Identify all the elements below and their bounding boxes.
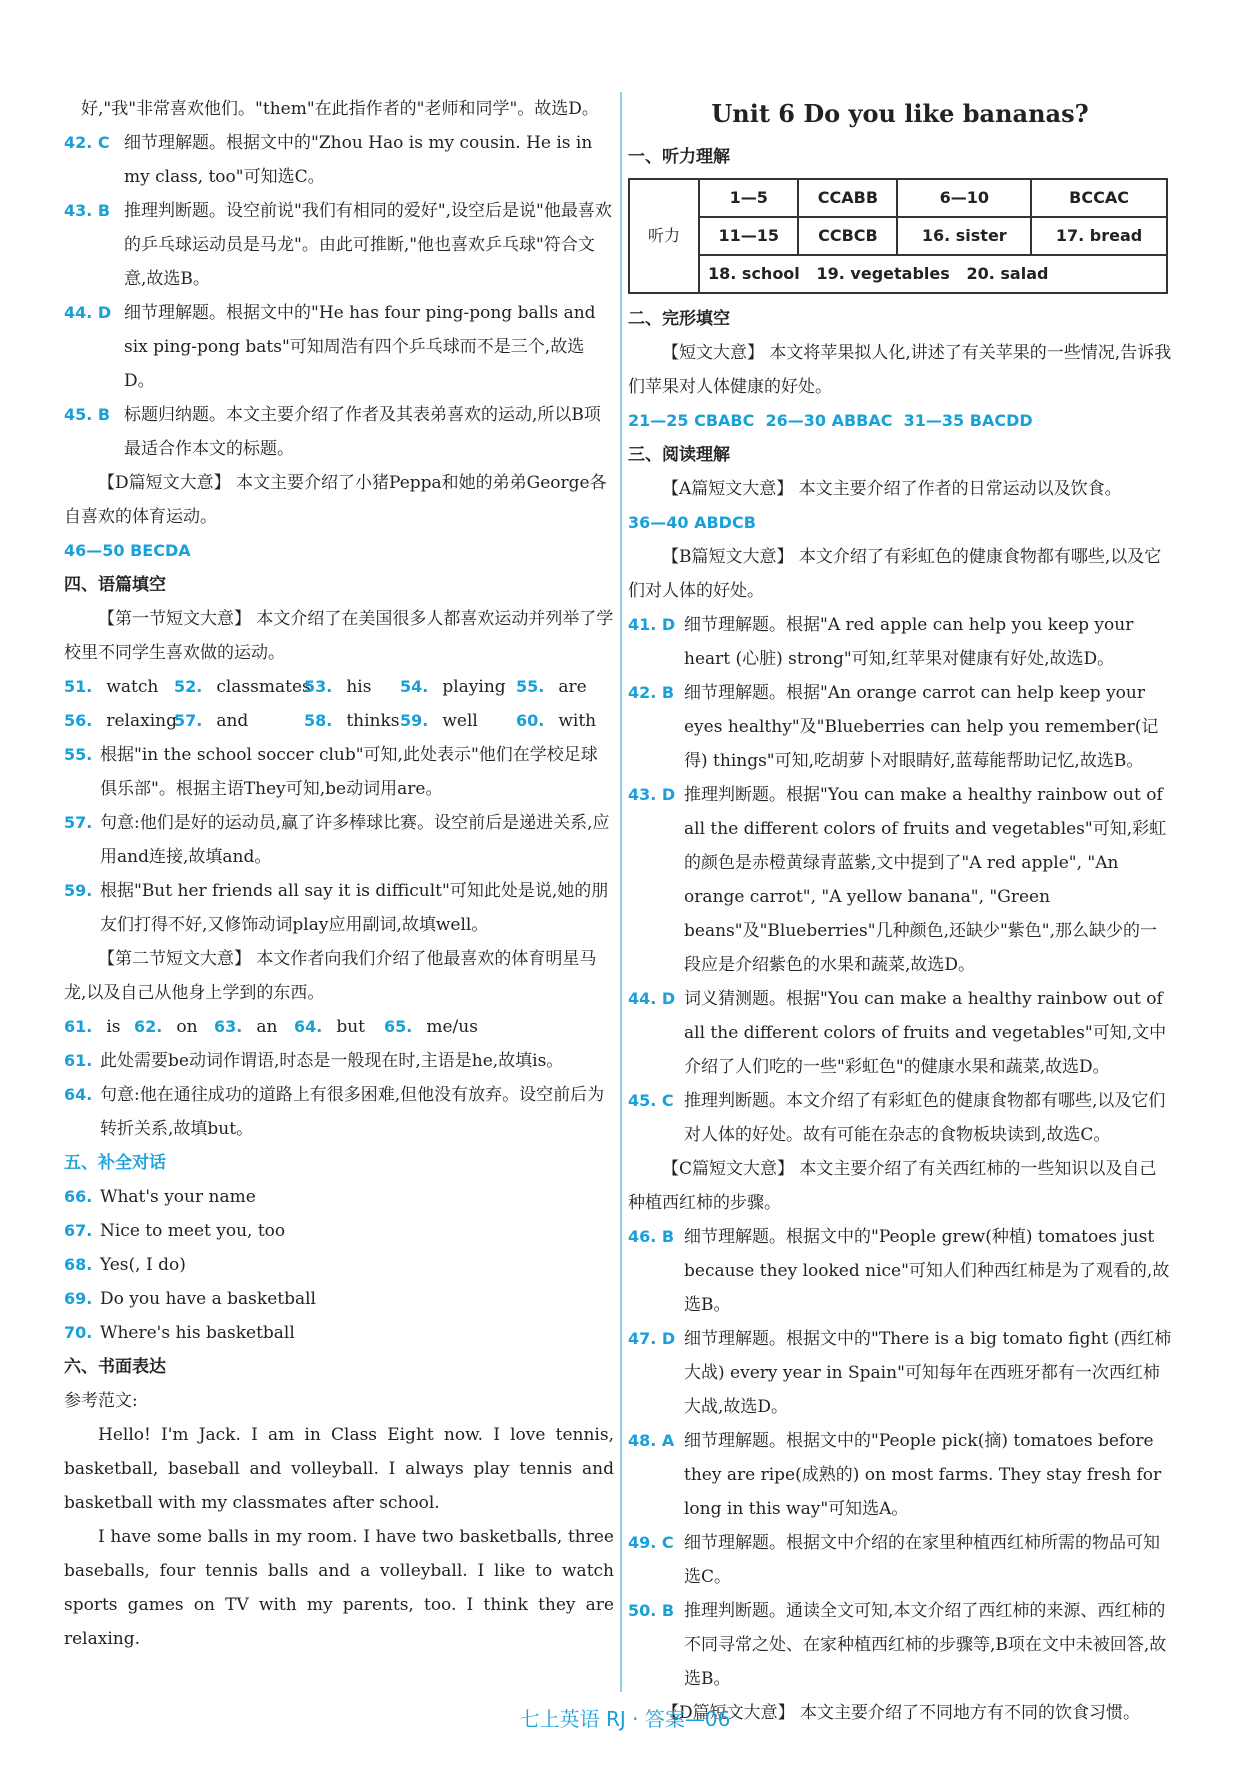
answer-explanation: 细节理解题。根据"A red apple can help you keep your heart (心脏) strong"可知,红苹果对健康有好处,故选D。 — [684, 615, 1134, 669]
section-5-heading: 五、补全对话 — [64, 1153, 166, 1173]
answer-42 — [64, 126, 614, 194]
answer-explanation: 此处需要be动词作谓语,时态是一般现在时,主语是he,故填is。 — [100, 1051, 564, 1071]
dialog-answer — [64, 1316, 614, 1350]
answer-47 — [628, 1322, 1172, 1424]
answer-explanation: 推理判断题。通读全文可知,本文介绍了西红柿的来源、西红柿的不同寻常之处、在家种植西红柿的步骤等,B项在文中未被回答,故选B。 — [684, 1601, 1167, 1689]
fill-word: thinks — [346, 711, 400, 731]
fill-item — [516, 670, 596, 704]
answer-explanation: 推理判断题。设空前说"我们有相同的爱好",设空后是说"他最喜欢的乒乓球运动员是马龙"。由此可推断,"他也喜欢乒乓球"符合文意,故选B。 — [124, 201, 612, 289]
cloze-answers: 21—25 CBABC 26—30 ABBAC 31—35 BACDD — [628, 411, 1033, 430]
fill-word: watch — [106, 677, 159, 697]
fill-number: 61. — [64, 1017, 93, 1036]
fill-number: 54. — [400, 677, 429, 696]
answer-49 — [628, 1526, 1172, 1594]
fill-item — [400, 704, 516, 738]
answer-number: 64. — [64, 1085, 93, 1104]
fill-number: 56. — [64, 711, 93, 730]
answer-explanation: 细节理解题。根据文中的"People grew(种植) tomatoes just because they looked nice"可知人们种西红柿是为了观看的,故选B。 — [684, 1227, 1170, 1315]
fill-word: is — [106, 1017, 121, 1037]
answer-number: 44. D — [628, 989, 676, 1008]
left-column — [64, 92, 614, 1656]
fill-word: on — [176, 1017, 198, 1037]
table-row-answers — [699, 255, 1167, 293]
fill-number: 62. — [134, 1017, 163, 1036]
explanation-55 — [64, 738, 614, 806]
answer-41 — [628, 608, 1172, 676]
answers-36-40: 36—40 ABDCB — [628, 513, 756, 532]
fill-item — [304, 670, 400, 704]
section-4-part1-summary: 【第一节短文大意】 本文介绍了在美国很多人都喜欢运动并列举了学校里不同学生喜欢做的运动。 — [64, 609, 614, 663]
answer-number: 70. — [64, 1323, 93, 1342]
answer-number: 42. B — [628, 683, 675, 702]
answers-46-50: 46—50 BECDA — [64, 541, 191, 560]
sample-label: 参考范文: — [64, 1391, 138, 1411]
fill-number: 51. — [64, 677, 93, 696]
section-3-heading: 三、阅读理解 — [628, 445, 730, 465]
fill-number: 58. — [304, 711, 333, 730]
answer-number: 59. — [64, 881, 93, 900]
explanation-57 — [64, 806, 614, 874]
answer-44-right — [628, 982, 1172, 1084]
answer-number: 47. D — [628, 1329, 676, 1348]
answer-42-right — [628, 676, 1172, 778]
answer-number: 49. C — [628, 1533, 674, 1552]
answer-46 — [628, 1220, 1172, 1322]
table-cell: 6—10 — [897, 179, 1031, 217]
answer-number: 48. A — [628, 1431, 675, 1450]
answer-43-right — [628, 778, 1172, 982]
answer-explanation: 推理判断题。根据"You can make a healthy rainbow out of all the different colors of fruits and vegetables"可知,彩虹的颜色是赤橙黄绿青蓝紫,文中提到了"A red apple", "An orange carrot", "A yellow banana", "Green beans"及"Blueberries"几种颜色,还缺少"紫色",那么缺少的一段应是介绍紫色的水果和蔬菜,故选D。 — [684, 785, 1167, 975]
answer-number: 68. — [64, 1255, 93, 1274]
fill-item — [134, 1010, 214, 1044]
dialog-text: Where's his basketball — [100, 1323, 295, 1343]
answer-explanation: 细节理解题。根据文中的"There is a big tomato fight (西红柿大战) every year in Spain"可知每年在西班牙都有一次西红柿大战,故选D。 — [684, 1329, 1172, 1417]
fill-number: 65. — [384, 1017, 413, 1036]
passage-d-summary-right: 【D篇短文大意】 本文主要介绍了不同地方有不同的饮食习惯。 — [662, 1703, 1141, 1723]
answer-explanation: 句意:他们是好的运动员,赢了许多棒球比赛。设空前后是递进关系,应用and连接,故填and。 — [100, 813, 610, 867]
section-2-heading: 二、完形填空 — [628, 309, 730, 329]
page-footer: 七上英语 RJ · 答案—06 — [519, 1707, 731, 1731]
passage-a-summary: 【A篇短文大意】 本文主要介绍了作者的日常运动以及饮食。 — [662, 479, 1122, 499]
explanation-64 — [64, 1078, 614, 1146]
fill-answers-51-60 — [64, 670, 614, 738]
fill-word: playing — [442, 677, 506, 697]
answer-explanation: 词义猜测题。根据"You can make a healthy rainbow out of all the different colors of fruits and vegetables"可知,文中介绍了人们吃的一些"彩虹色"的健康水果和蔬菜,故选D。 — [684, 989, 1167, 1077]
table-cell: CCABB — [798, 179, 897, 217]
answer-number: 43. B — [64, 201, 111, 220]
fill-item — [294, 1010, 384, 1044]
answer-number: 44. D — [64, 303, 112, 322]
fill-item — [516, 704, 596, 738]
answer-number: 45. B — [64, 405, 111, 424]
answer-explanation: 句意:他在通往成功的道路上有很多困难,但他没有放弃。设空前后为转折关系,故填but。 — [100, 1085, 605, 1139]
fill-item — [174, 704, 304, 738]
fill-word: well — [442, 711, 478, 731]
fill-number: 64. — [294, 1017, 323, 1036]
fill-number: 57. — [174, 711, 203, 730]
fill-number: 60. — [516, 711, 545, 730]
unit-title: Unit 6 Do you like bananas? — [711, 99, 1089, 128]
continuation-text: 好,"我"非常喜欢他们。"them"在此指作者的"老师和同学"。故选D。 — [81, 99, 599, 119]
answer-explanation: 细节理解题。根据文中介绍的在家里种植西红柿所需的物品可知选C。 — [684, 1533, 1160, 1587]
answer-explanation: 细节理解题。根据文中的"Zhou Hao is my cousin. He is in my class, too"可知选C。 — [124, 133, 593, 187]
fill-number: 52. — [174, 677, 203, 696]
answer-explanation: 推理判断题。本文介绍了有彩虹色的健康食物都有哪些,以及它们对人体的好处。故有可能在杂志的食物板块读到,故选C。 — [684, 1091, 1166, 1145]
answer-explanation: 标题归纳题。本文主要介绍了作者及其表弟喜欢的运动,所以B项最适合作本文的标题。 — [124, 405, 601, 459]
listening-answer-table — [628, 178, 1168, 294]
fill-word: and — [216, 711, 249, 731]
cloze-summary: 【短文大意】 本文将苹果拟人化,讲述了有关苹果的一些情况,告诉我们苹果对人体健康的好处。 — [628, 343, 1172, 397]
right-column — [628, 92, 1172, 1730]
section-1-heading: 一、听力理解 — [628, 147, 730, 167]
answer-number: 45. C — [628, 1091, 674, 1110]
answer-number: 50. B — [628, 1601, 675, 1620]
column-divider — [620, 92, 622, 1692]
answer-number: 69. — [64, 1289, 93, 1308]
fill-item — [304, 704, 400, 738]
answer-50 — [628, 1594, 1172, 1696]
fill-number: 55. — [516, 677, 545, 696]
answer-number: 57. — [64, 813, 93, 832]
answer-number: 61. — [64, 1051, 93, 1070]
answer-number: 66. — [64, 1187, 93, 1206]
table-cell: 1—5 — [699, 179, 798, 217]
fill-number: 63. — [214, 1017, 243, 1036]
fill-item — [214, 1010, 294, 1044]
answer-number: 41. D — [628, 615, 676, 634]
answer-48 — [628, 1424, 1172, 1526]
section-4-heading: 四、语篇填空 — [64, 575, 166, 595]
table-cell: 17. bread — [1031, 217, 1167, 255]
fill-number: 53. — [304, 677, 333, 696]
answer-45 — [64, 398, 614, 466]
fill-number: 59. — [400, 711, 429, 730]
table-cell: 19. vegetables — [816, 264, 950, 283]
listening-label: 听力 — [629, 179, 699, 293]
fill-word: me/us — [426, 1017, 478, 1037]
answer-explanation: 根据"in the school soccer club"可知,此处表示"他们在学校足球俱乐部"。根据主语They可知,be动词用are。 — [100, 745, 598, 799]
answer-explanation: 细节理解题。根据"An orange carrot can help keep your eyes healthy"及"Blueberries can help you remember(记得) things"可知,吃胡萝卜对眼睛好,蓝莓能帮助记忆,故选B。 — [684, 683, 1159, 771]
dialog-text: Nice to meet you, too — [100, 1221, 286, 1241]
passage-d-summary: 【D篇短文大意】 本文主要介绍了小猪Peppa和她的弟弟George各自喜欢的体育运动。 — [64, 473, 607, 527]
dialog-answer — [64, 1214, 614, 1248]
explanation-59 — [64, 874, 614, 942]
table-cell: BCCAC — [1031, 179, 1167, 217]
fill-item — [400, 670, 516, 704]
fill-item — [174, 670, 311, 704]
passage-c-summary: 【C篇短文大意】 本文主要介绍了有关西红柿的一些知识以及自己种植西红柿的步骤。 — [628, 1159, 1157, 1213]
passage-b-summary: 【B篇短文大意】 本文介绍了有彩虹色的健康食物都有哪些,以及它们对人体的好处。 — [628, 547, 1162, 601]
answer-explanation: 细节理解题。根据文中的"People pick(摘) tomatoes before they are ripe(成熟的) on most farms. They stay fresh for long in this way"可知选A。 — [684, 1431, 1162, 1519]
fill-word: classmates — [216, 677, 311, 697]
answer-number: 46. B — [628, 1227, 675, 1246]
fill-word: an — [256, 1017, 278, 1037]
fill-word: with — [558, 711, 597, 731]
table-cell: 20. salad — [966, 264, 1049, 283]
fill-answers-61-65 — [64, 1010, 614, 1044]
answer-44 — [64, 296, 614, 398]
section-6-heading: 六、书面表达 — [64, 1357, 166, 1377]
dialog-text: What's your name — [100, 1187, 256, 1207]
answer-43 — [64, 194, 614, 296]
fill-item — [64, 704, 177, 738]
table-cell: 16. sister — [897, 217, 1031, 255]
fill-item — [64, 670, 174, 704]
essay-paragraph-2: I have some balls in my room. I have two basketballs, three baseballs, four tennis balls and a volleyball. I like to watch sports games on TV with my parents, too. I think they are relaxing. — [64, 1527, 614, 1649]
dialog-answer — [64, 1248, 614, 1282]
dialog-text: Yes(, I do) — [100, 1255, 186, 1275]
table-cell: 18. school — [708, 264, 800, 283]
dialog-answer — [64, 1282, 614, 1316]
answer-number: 55. — [64, 745, 93, 764]
section-4-part2-summary: 【第二节短文大意】 本文作者向我们介绍了他最喜欢的体育明星马龙,以及自己从他身上学到的东西。 — [64, 949, 597, 1003]
answer-number: 67. — [64, 1221, 93, 1240]
fill-word: his — [346, 677, 372, 697]
table-cell: CCBCB — [798, 217, 897, 255]
answer-explanation: 细节理解题。根据文中的"He has four ping-pong balls and six ping-pong bats"可知周浩有四个乒乓球而不是三个,故选D。 — [124, 303, 596, 391]
dialog-answer — [64, 1180, 614, 1214]
fill-item — [384, 1010, 504, 1044]
fill-item — [64, 1010, 134, 1044]
essay-paragraph-1: Hello! I'm Jack. I am in Class Eight now. I love tennis, basketball, baseball and volleyball. I always play tennis and basketball with my classmates after school. — [64, 1425, 614, 1513]
fill-word: are — [558, 677, 587, 697]
answer-number: 42. C — [64, 133, 110, 152]
answer-45-right — [628, 1084, 1172, 1152]
table-cell: 11—15 — [699, 217, 798, 255]
answer-number: 43. D — [628, 785, 676, 804]
fill-word: relaxing — [106, 711, 177, 731]
fill-word: but — [336, 1017, 366, 1037]
answer-explanation: 根据"But her friends all say it is difficult"可知此处是说,她的朋友们打得不好,又修饰动词play应用副词,故填well。 — [100, 881, 609, 935]
explanation-61 — [64, 1044, 614, 1078]
dialog-text: Do you have a basketball — [100, 1289, 316, 1309]
